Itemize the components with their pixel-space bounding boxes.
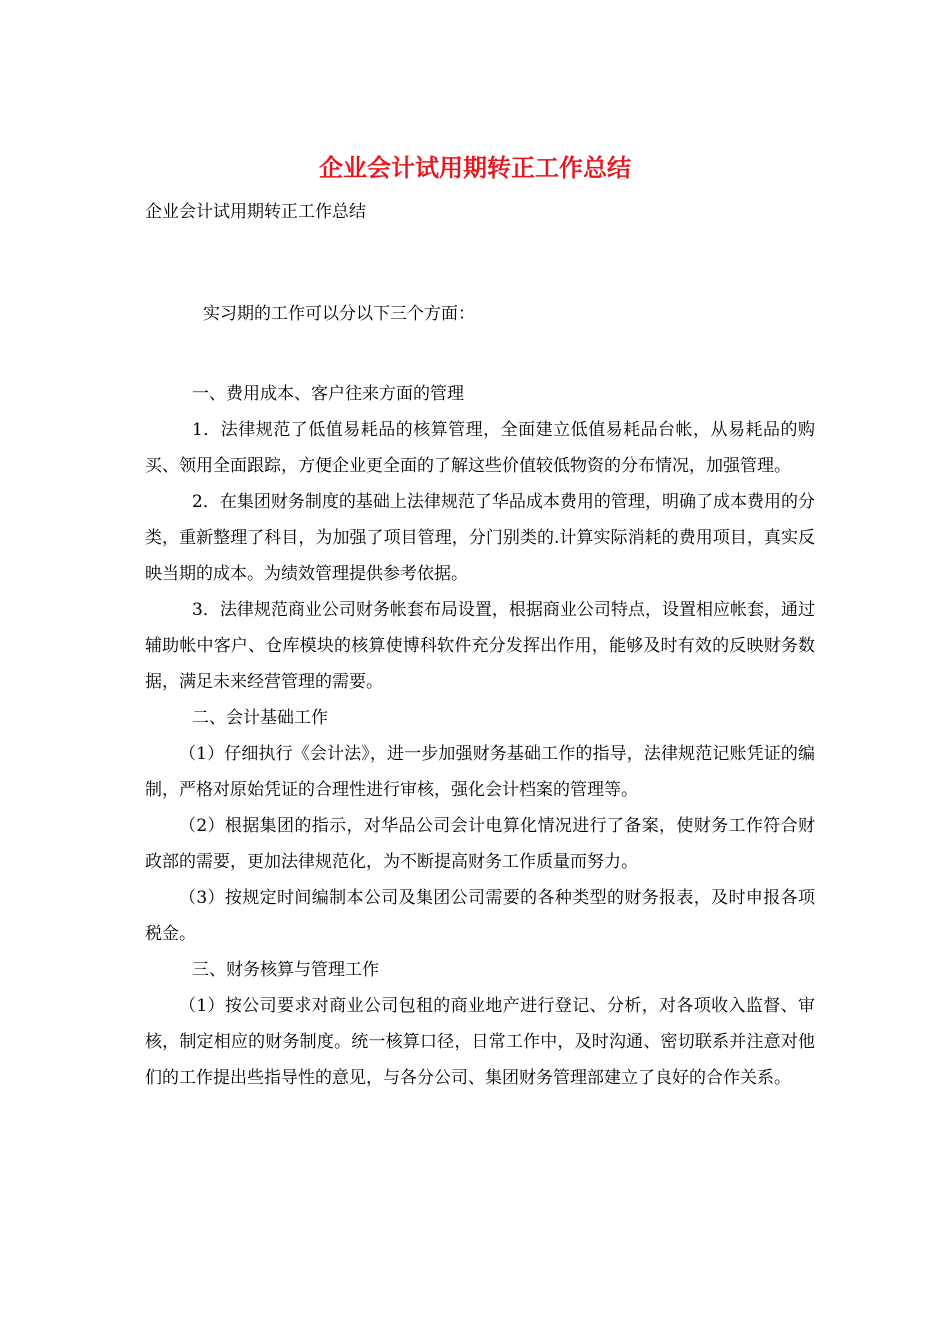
paragraph-3-1: （1）按公司要求对商业公司包租的商业地产进行登记、分析，对各项收入监督、审核，制定相应的财务制度。统一核算口径，日常工作中，及时沟通、密切联系并注意对他们的工作提出些指导性的意见，与各分公司、集团财务管理部建立了良好的合作关系。 <box>145 996 815 1088</box>
paragraph-1-3: 3．法律规范商业公司财务帐套布局设置，根据商业公司特点，设置相应帐套，通过辅助帐中客户、仓库模块的核算使博科软件充分发挥出作用，能够及时有效的反映财务数据，满足未来经营管理的需要。 <box>145 600 815 692</box>
intro-paragraph: 实习期的工作可以分以下三个方面： <box>203 304 475 324</box>
section-heading-1: 一、费用成本、客户往来方面的管理 <box>192 384 464 404</box>
document-subtitle: 企业会计试用期转正工作总结 <box>145 202 366 222</box>
paragraph-2-2: （2）根据集团的指示，对华品公司会计电算化情况进行了备案，使财务工作符合财政部的需要，更加法律规范化，为不断提高财务工作质量而努力。 <box>145 816 815 872</box>
document-title: 企业会计试用期转正工作总结 <box>319 153 631 182</box>
paragraph-1-2: 2．在集团财务制度的基础上法律规范了华品成本费用的管理，明确了成本费用的分类，重新整理了科目，为加强了项目管理，分门别类的.计算实际消耗的费用项目，真实反映当期的成本。为绩效管理提供参考依据。 <box>145 492 815 584</box>
document-body <box>145 296 815 1096</box>
section-heading-2: 二、会计基础工作 <box>192 708 328 728</box>
paragraph-1-1: 1．法律规范了低值易耗品的核算管理，全面建立低值易耗品台帐，从易耗品的购买、领用全面跟踪，方便企业更全面的了解这些价值较低物资的分布情况，加强管理。 <box>145 420 815 476</box>
paragraph-2-1: （1）仔细执行《会计法》，进一步加强财务基础工作的指导，法律规范记账凭证的编制，严格对原始凭证的合理性进行审核，强化会计档案的管理等。 <box>145 744 815 800</box>
section-heading-3: 三、财务核算与管理工作 <box>192 960 379 980</box>
paragraph-2-3: （3）按规定时间编制本公司及集团公司需要的各种类型的财务报表，及时申报各项税金。 <box>145 888 815 944</box>
